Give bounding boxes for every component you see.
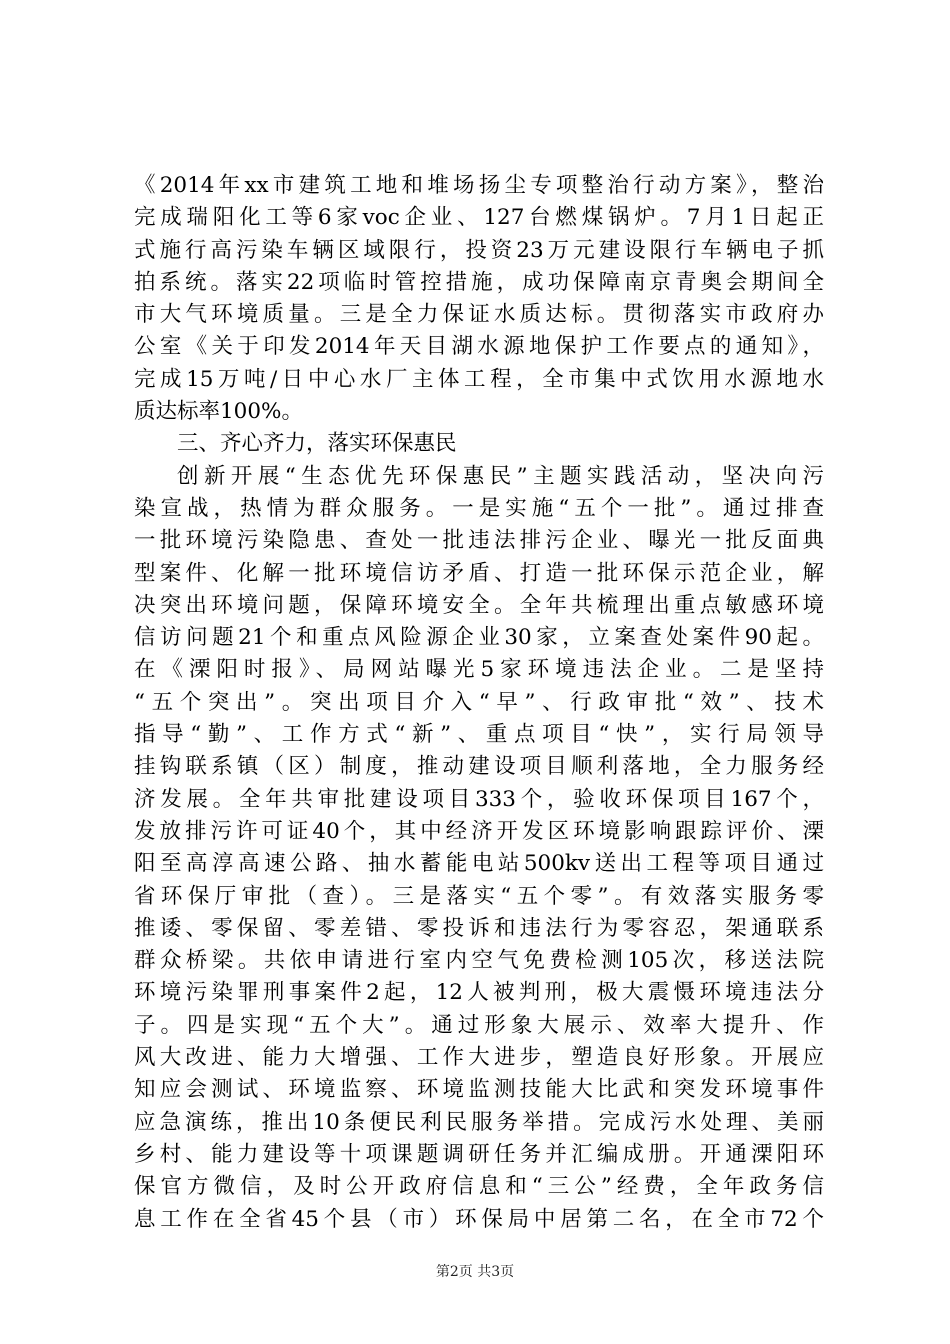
text-line: 一批环境污染隐患、查处一批违法排污企业、曝光一批反面典 [134,528,824,554]
text-line: 市大气环境质量。三是全力保证水质达标。贯彻落实市政府办 [134,302,824,328]
text-line: 质达标率100%。 [134,399,303,425]
text-line: 子。四是实现“五个大”。通过形象大展示、效率大提升、作 [134,1012,824,1038]
text-line: “五个突出”。突出项目介入“早”、行政审批“效”、技术 [134,689,824,715]
text-line: 《2014年xx市建筑工地和堆场扬尘专项整治行动方案》，整治 [134,173,824,198]
text-line: 决突出环境问题，保障环境安全。全年共梳理出重点敏感环境 [134,592,824,618]
body-text [134,170,824,1236]
text-line: 推诿、零保留、零差错、零投诉和违法行为零容忍，架通联系 [134,915,824,941]
text-line: 保官方微信，及时公开政府信息和“三公”经费，全年政务信 [134,1174,824,1200]
text-line: 乡村、能力建设等十项课题调研任务并汇编成册。开通溧阳环 [134,1141,824,1167]
text-line: 发放排污许可证40个，其中经济开发区环境影响跟踪评价、溧 [134,818,824,844]
text-line: 群众桥梁。共依申请进行室内空气免费检测105次，移送法院 [134,948,824,974]
text-line: 济发展。全年共审批建设项目333个，验收环保项目167个， [134,786,824,812]
text-line: 型案件、化解一批环境信访矛盾、打造一批环保示范企业，解 [134,560,824,586]
text-line: 息工作在全省45个县（市）环保局中居第二名，在全市72个 [134,1206,824,1232]
text-line: 风大改进、能力大增强、工作大进步，塑造良好形象。开展应 [134,1045,824,1071]
text-line: 创新开展“生态优先环保惠民”主题实践活动，坚决向污 [177,463,824,489]
text-line: 知应会测试、环境监察、环境监测技能大比武和突发环境事件 [134,1077,824,1103]
text-line: 拍系统。落实22项临时管控措施，成功保障南京青奥会期间全 [134,269,824,295]
text-line: 省环保厅审批（查）。三是落实“五个零”。有效落实服务零 [134,883,824,909]
text-line: 式施行高污染车辆区域限行，投资23万元建设限行车辆电子抓 [134,237,824,263]
text-line: 在《溧阳时报》、局网站曝光5家环境违法企业。二是坚持 [134,657,824,683]
text-line: 公室《关于印发2014年天目湖水源地保护工作要点的通知》， [134,334,824,360]
text-line: 完成15万吨/日中心水厂主体工程，全市集中式饮用水源地水 [134,366,824,392]
text-line: 应急演练，推出10条便民利民服务举措。完成污水处理、美丽 [134,1109,824,1135]
text-line: 染宣战，热情为群众服务。一是实施“五个一批”。通过排查 [134,495,824,521]
section-heading: 三、齐心齐力，落实环保惠民 [177,431,457,457]
text-line: 信访问题21个和重点风险源企业30家，立案查处案件90起。 [134,625,824,651]
text-line: 阳至高淳高速公路、抽水蓄能电站500kv送出工程等项目通过 [134,851,824,877]
text-line: 完成瑞阳化工等6家voc企业、127台燃煤锅炉。7月1日起正 [134,205,824,231]
page-footer: 第2页 共3页 [435,1264,515,1280]
text-line: 指导“勤”、工作方式“新”、重点项目“快”，实行局领导 [134,722,824,748]
text-line: 环境污染罪刑事案件2起，12人被判刑，极大震慑环境违法分 [134,980,824,1006]
text-line: 挂钩联系镇（区）制度，推动建设项目顺利落地，全力服务经 [134,754,824,780]
